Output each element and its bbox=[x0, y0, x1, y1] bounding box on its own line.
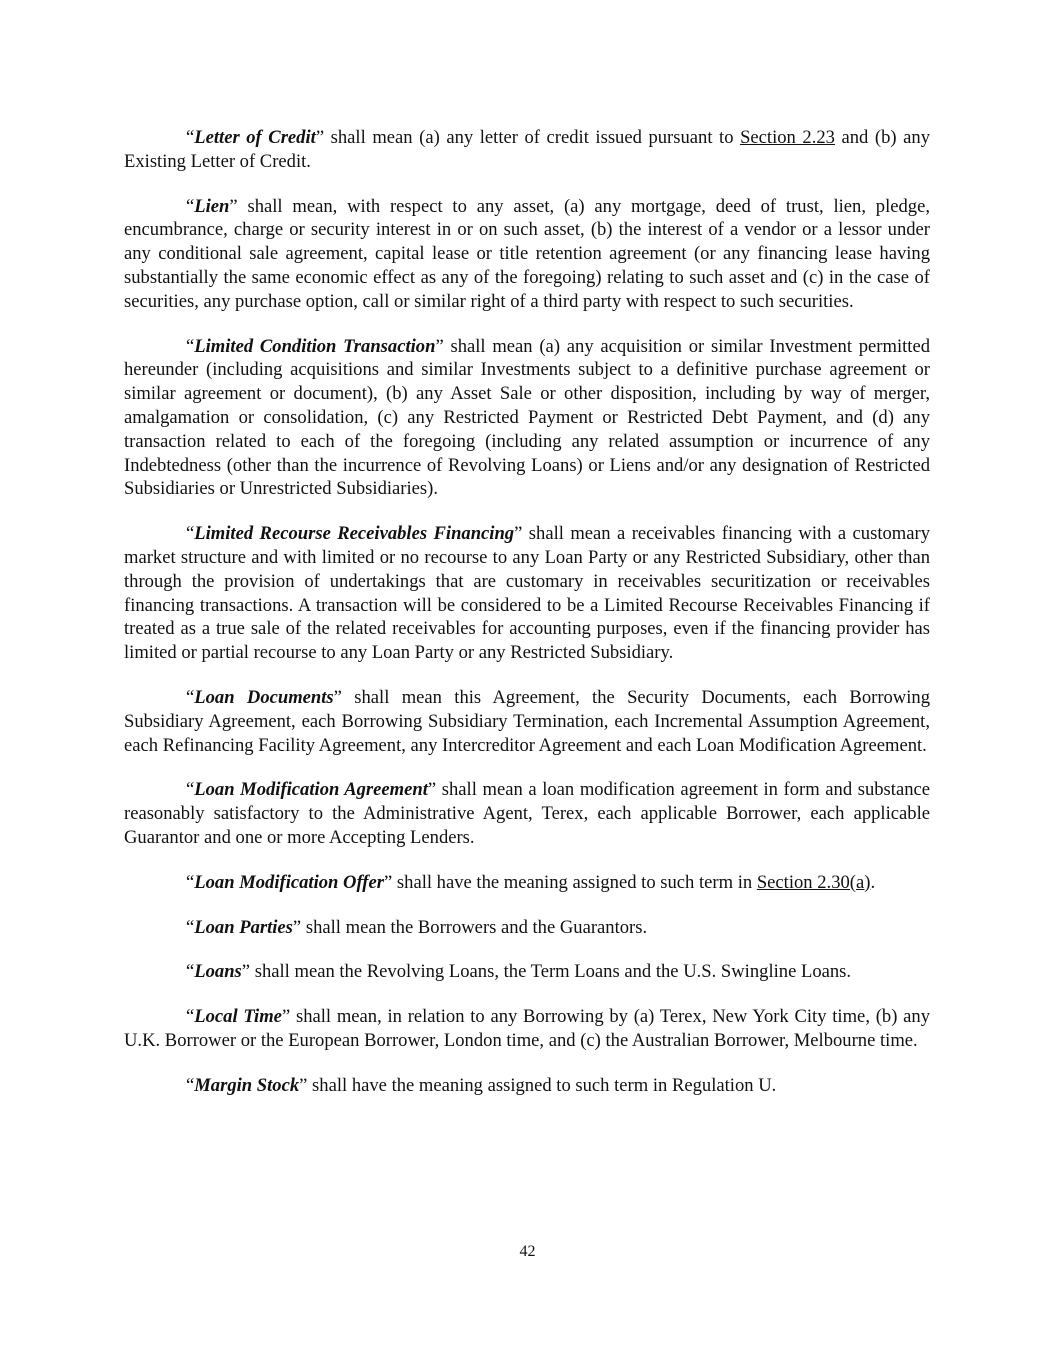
definition-lien: “Lien” shall mean, with respect to any asset, (a) any mortgage, deed of trust, lien, pledge, encumbrance, charge or security interest in or on such asset, (b) the interest of a vendor or a lessor under any conditional sale agreement, capital lease or title retention agreement (or any financing lease having substantially the same economic effect as any of the foregoing) relating to such asset and (c) in the case of securities, any purchase option, call or similar right of a third party with respect to such securities. bbox=[124, 195, 930, 312]
definition-text: shall mean the Revolving Loans, the Term Loans and the U.S. Swingline Loans. bbox=[250, 961, 852, 983]
defined-term: Loan Documents bbox=[194, 686, 334, 708]
definition-text: shall mean, in relation to any Borrowing by (a) Terex, New York City time, (b) any U.K. Borrower or the European Borrower, London time, and (c) the Australian Borrower, Melbourne time. bbox=[124, 1006, 930, 1051]
defined-term: Loan Modification Agreement bbox=[194, 779, 428, 801]
definition-text-continued: . bbox=[870, 871, 876, 893]
definition-loan-modification-offer: “Loan Modification Offer” shall have the meaning assigned to such term in Section 2.30(a). bbox=[186, 871, 876, 893]
definition-loan-documents: “Loan Documents” shall mean this Agreement, the Security Documents, each Borrowing Subsidiary Agreement, each Borrowing Subsidiary Termination, each Incremental Assumption Agreement, each Refinancing Facility Agreement, any Intercreditor Agreement and each Loan Modification Agreement. bbox=[124, 686, 930, 756]
definition-loan-modification-agreement: “Loan Modification Agreement” shall mean a loan modification agreement in form and substance reasonably satisfactory to the Administrative Agent, Terex, each applicable Borrower, each applicable Guarantor and one or more Accepting Lenders. bbox=[124, 779, 930, 848]
definition-loans: “Loans” shall mean the Revolving Loans, the Term Loans and the U.S. Swingline Loans. bbox=[186, 961, 852, 983]
definition-text: shall have the meaning assigned to such term in bbox=[392, 871, 757, 893]
definition-loan-parties: “Loan Parties” shall mean the Borrowers and the Guarantors. bbox=[186, 916, 648, 938]
defined-term: Margin Stock bbox=[194, 1074, 300, 1096]
definition-text: shall mean the Borrowers and the Guarantors. bbox=[301, 916, 648, 938]
defined-term: Letter of Credit bbox=[194, 127, 316, 148]
definition-text: shall mean a loan modification agreement in form and substance reasonably satisfactory to the Administrative Agent, Terex, each applicable Borrower, each applicable Guarantor and one or more Accepting Lenders. bbox=[124, 779, 930, 848]
definition-text-continued: and (b) any Existing Letter of Credit. bbox=[124, 127, 930, 172]
definition-text: shall mean a receivables financing with a customary market structure and with limited or no recourse to any Loan Party or any Restricted Subsidiary, other than through the provision of undertakings that are customary in receivables securitization or receivables financing transactions. A transaction will be considered to be a Limited Recourse Receivables Financing if treated as a true sale of the related receivables for accounting purposes, even if the financing provider has limited or partial recourse to any Loan Party or any Restricted Subsidiary. bbox=[124, 523, 930, 664]
defined-term: Loans bbox=[194, 961, 242, 983]
defined-term: Limited Recourse Receivables Financing bbox=[194, 523, 515, 545]
defined-term: Limited Condition Transaction bbox=[194, 335, 436, 357]
definition-margin-stock: “Margin Stock” shall have the meaning assigned to such term in Regulation U. bbox=[186, 1074, 777, 1096]
defined-term: Loan Modification Offer bbox=[194, 871, 384, 893]
section-reference: Section 2.30(a) bbox=[756, 871, 871, 893]
document-body bbox=[124, 126, 930, 1119]
section-reference: Section 2.23 bbox=[740, 127, 835, 148]
definition-limited-condition-transaction: “Limited Condition Transaction” shall mean (a) any acquisition or similar Investment permitted hereunder (including acquisitions and similar Investments subject to a definitive purchase agreement or similar agreement or document), (b) any Asset Sale or other disposition, including by way of merger, amalgamation or consolidation, (c) any Restricted Payment or Restricted Debt Payment, and (d) any transaction related to each of the foregoing (including any related assumption or incurrence of any Indebtedness (other than the incurrence of Revolving Loans) or Liens and/or any designation of Restricted Subsidiaries or Unrestricted Subsidiaries). bbox=[124, 335, 931, 500]
definition-local-time: “Local Time” shall mean, in relation to any Borrowing by (a) Terex, New York City time, (b) any U.K. Borrower or the European Borrower, London time, and (c) the Australian Borrower, Melbourne time. bbox=[124, 1006, 930, 1051]
defined-term: Lien bbox=[194, 195, 230, 217]
definition-text: shall mean (a) any letter of credit issued pursuant to bbox=[324, 127, 741, 148]
definition-text: shall mean, with respect to any asset, (a) any mortgage, deed of trust, lien, pledge, encumbrance, charge or security interest in or on such asset, (b) the interest of a vendor or a lessor under any conditional sale agreement, capital lease or title retention agreement (or any financing lease having substantially the same economic effect as any of the foregoing) relating to such asset and (c) in the case of securities, any purchase option, call or similar right of a third party with respect to such securities. bbox=[124, 195, 930, 312]
defined-term: Loan Parties bbox=[194, 916, 293, 938]
definition-limited-recourse-receivables-financing: “Limited Recourse Receivables Financing” shall mean a receivables financing with a customary market structure and with limited or no recourse to any Loan Party or any Restricted Subsidiary, other than through the provision of undertakings that are customary in receivables securitization or receivables financing transactions. A transaction will be considered to be a Limited Recourse Receivables Financing if treated as a true sale of the related receivables for accounting purposes, even if the financing provider has limited or partial recourse to any Loan Party or any Restricted Subsidiary. bbox=[124, 523, 930, 664]
definition-text: shall have the meaning assigned to such term in Regulation U. bbox=[307, 1074, 777, 1096]
page-number: 42 bbox=[519, 1243, 536, 1260]
definition-text: shall mean this Agreement, the Security Documents, each Borrowing Subsidiary Agreement, each Borrowing Subsidiary Termination, each Incremental Assumption Agreement, each Refinancing Facility Agreement, any Intercreditor Agreement and each Loan Modification Agreement. bbox=[124, 686, 930, 756]
defined-term: Local Time bbox=[194, 1006, 282, 1028]
definition-letter-of-credit: “Letter of Credit” shall mean (a) any letter of credit issued pursuant to Section 2.23 and (b) any Existing Letter of Credit. bbox=[124, 127, 930, 172]
definition-text: shall mean (a) any acquisition or similar Investment permitted hereunder (including acquisitions and similar Investments subject to a definitive purchase agreement or similar agreement or document), (b) any Asset Sale or other disposition, including by way of merger, amalgamation or consolidation, (c) any Restricted Payment or Restricted Debt Payment, and (d) any transaction related to each of the foregoing (including any related assumption or incurrence of any Indebtedness (other than the incurrence of Revolving Loans) or Liens and/or any designation of Restricted Subsidiaries or Unrestricted Subsidiaries). bbox=[124, 335, 931, 500]
